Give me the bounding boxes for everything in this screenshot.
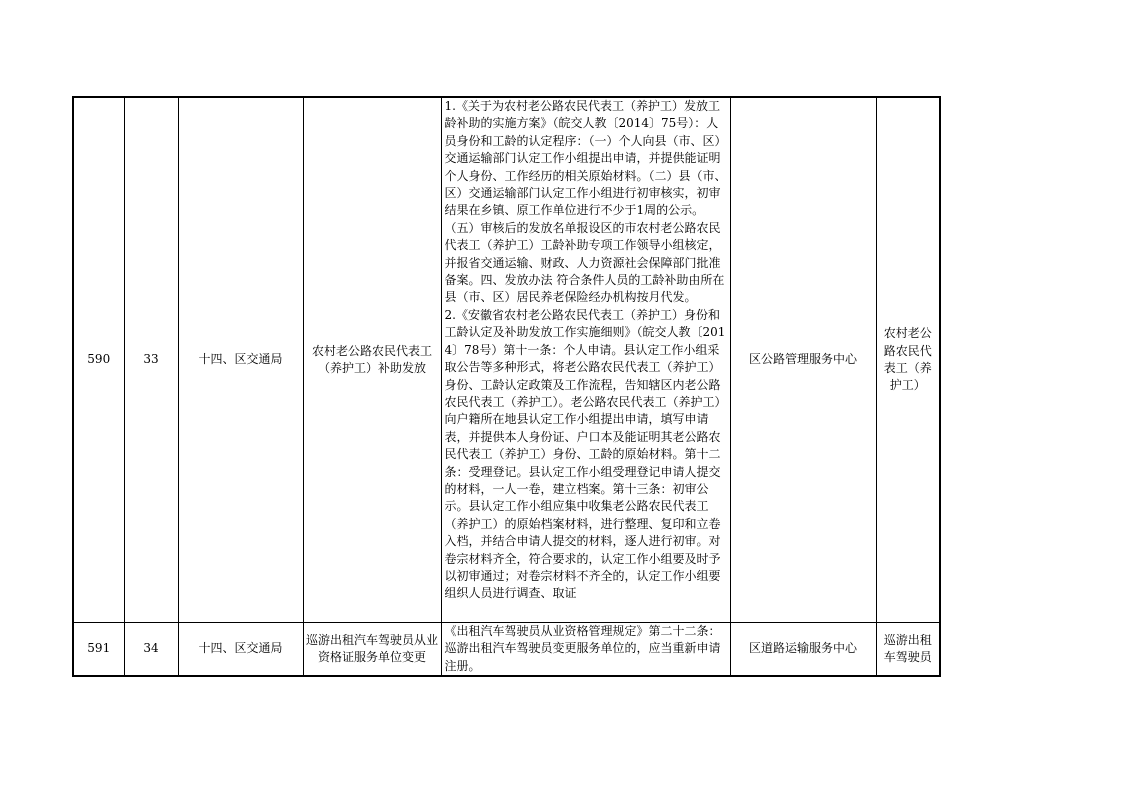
basis-paragraph: 2.《安徽省农村老公路农民代表工（养护工）身份和工龄认定及补助发放工作实施细则》（皖交人教〔2014〕78号）第十一条：个人申请。县认定工作小组采取公告等多种形式，将老公路农民代表工（养护工）身份、工龄认定政策及工作流程，告知辖区内老公路农民代表工（养护工）。老公路农民代表工（养护工）向户籍所在地县认定工作小组提出申请，填写申请表，并提供本人身份证、户口本及能证明其老公路农民代表工（养护工）身份、工龄的原始材料。第十二条：受理登记。县认定工作小组受理登记申请人提交的材料，一人一卷，建立档案。第十三条：初审公示。县认定工作小组应集中收集老公路农民代表工（养护工）的原始档案材料，进行整理、复印和立卷入档，并结合申请人提交的材料，逐人进行初审。对卷宗材料齐全，符合要求的，认定工作小组要及时予以初审通过；对卷宗材料不齐全的，认定工作小组要组织人员进行调查、取证: [444, 307, 727, 601]
item-name-cell: 农村老公路农民代表工（养护工）补助发放: [303, 97, 441, 623]
basis-paragraph: 《出租汽车驾驶员从业资格管理规定》第二十二条：巡游出租汽车驾驶员变更服务单位的，应当重新申请注册。: [444, 624, 721, 673]
sub-seq-cell: 34: [124, 623, 178, 677]
table-row: [73, 97, 940, 623]
sub-seq-cell: 33: [124, 97, 178, 623]
basis-paragraph: 1.《关于为农村老公路农民代表工（养护工）发放工龄补助的实施方案》（皖交人教〔2014〕75号）：人员身份和工龄的认定程序：（一）个人向县（市、区）交通运输部门认定工作小组提出申请，并提供能证明个人身份、工作经历的相关原始材料。（二）县（市、区）交通运输部门认定工作小组进行初审核实，初审结果在乡镇、原工作单位进行不少于1周的公示。（五）审核后的发放名单报设区的市农村老公路农民代表工（养护工）工龄补助专项工作领导小组核定，并报省交通运输、财政、人力资源社会保障部门批准备案。四、发放办法 符合条件人员的工龄补助由所在县（市、区）居民养老保险经办机构按月代发。: [444, 99, 727, 305]
basis-cell: [441, 97, 730, 623]
basis-text: [445, 98, 727, 622]
item-name-cell: 巡游出租汽车驾驶员从业资格证服务单位变更: [303, 623, 441, 677]
department-cell: 十四、区交通局: [178, 623, 303, 677]
target-cell: 巡游出租车驾驶员: [876, 623, 940, 677]
service-items-table: [72, 96, 941, 677]
basis-cell: [441, 623, 730, 677]
implementer-cell: 区道路运输服务中心: [730, 623, 876, 677]
department-cell: 十四、区交通局: [178, 97, 303, 623]
table-row: [73, 623, 940, 677]
implementer-cell: 区公路管理服务中心: [730, 97, 876, 623]
seq-cell: 590: [73, 97, 124, 623]
target-cell: 农村老公路农民代表工（养护工）: [876, 97, 940, 623]
seq-cell: 591: [73, 623, 124, 677]
